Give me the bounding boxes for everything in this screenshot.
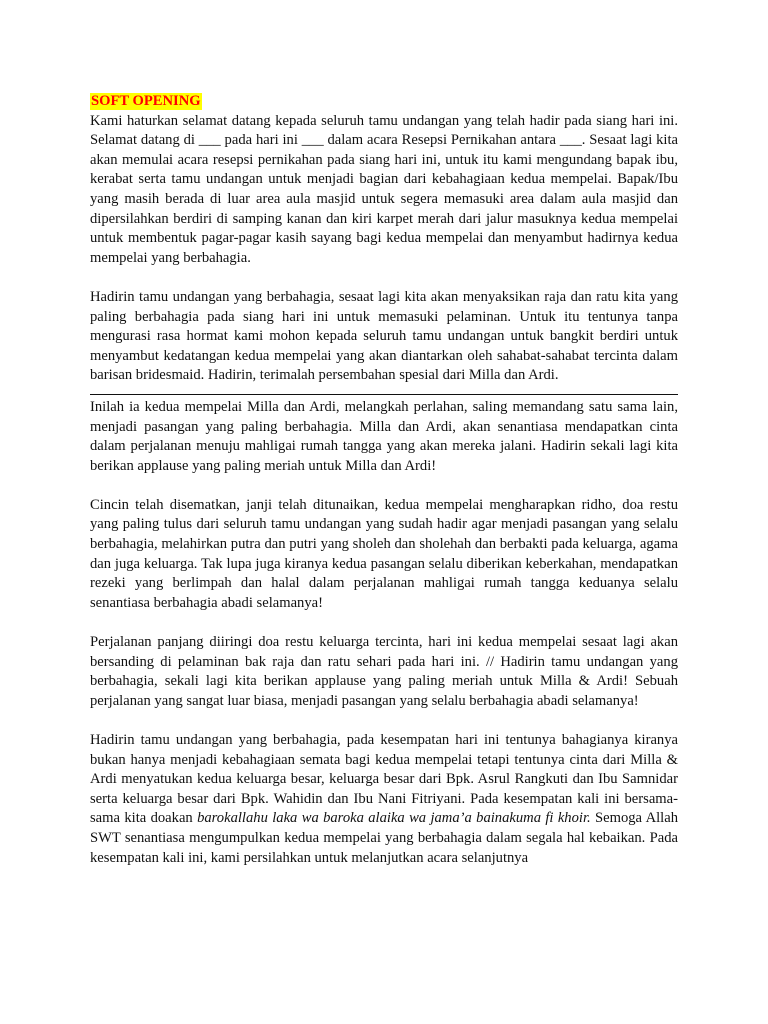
- paragraph-rings: Cincin telah disematkan, janji telah ditunaikan, kedua mempelai mengharapkan ridho, doa restu yang paling tulus dari seluruh tamu undangan yang sudah hadir agar menjadi pasangan yang selalu berbahagia, melahirkan putra dan putri yang sholeh dan sholehah dan berbakti pada keluarga, agama dan juga keluarga. Tak lupa juga kiranya kedua pasangan selalu diberikan keberkahan, mendapatkan rezeki yang berlimpah dan halal dalam perjalanan mahligai rumah tangga keduanya selalu senantiasa berbahagia abadi selamanya!: [90, 496, 678, 611]
- section-heading: SOFT OPENING: [91, 93, 201, 109]
- paragraph-couple-entrance: Inilah ia kedua mempelai Milla dan Ardi, melangkah perlahan, saling memandang satu sama lain, menjadi pasangan yang paling berbahagia. Milla dan Ardi, akan senantiasa mendapatkan cinta dalam perjalanan menuju mahligai rumah tangga yang akan mereka jalani. Hadirin sekali lagi kita berikan applause yang paling meriah untuk Milla dan Ardi!: [90, 398, 678, 474]
- paragraph-gap: [90, 476, 678, 496]
- prayer-text-before: Hadirin tamu undangan yang berbahagia, pada kesempatan hari ini tentunya bahagianya kiranya bukan hanya menjadi kebahagiaan semata bagi kedua mempelai tetapi tentunya cinta dari Milla & Ardi menyatukan kedua keluarga besar, keluarga besar dari Bpk. Asrul Rangkuti dan Ibu Samnidar serta keluarga besar dari Bpk. Wahidin dan Ibu Nani Fitriyani. Pada kesempatan kali ini bersama-sama kita doakan: [90, 732, 678, 827]
- paragraph-entrance-call: Hadirin tamu undangan yang berbahagia, sesaat lagi kita akan menyaksikan raja dan ratu kita yang paling berbahagia pada siang hari ini untuk memasuki pelaminan. Untuk itu tentunya tanpa mengurasi rasa hormat kami mohon kepada seluruh tamu undangan untuk bangkit berdiri untuk menyambut kedatangan kedua mempelai yang akan diantarkan oleh sahabat-sahabat tercinta dalam barisan bridesmaid. Hadirin, terimalah persembahan spesial dari Milla dan Ardi.: [90, 288, 678, 384]
- paragraph-families-prayer: [90, 731, 678, 868]
- paragraph-gap: [90, 711, 678, 731]
- horizontal-divider: [90, 394, 678, 395]
- paragraph-gap: [90, 268, 678, 288]
- prayer-text-after: Semoga Allah SWT senantiasa mengumpulkan kedua mempelai yang berbahagia dalam segala hal kebaikan. Pada kesempatan kali ini, kami persilahkan untuk melanjutkan acara selanjutnya: [90, 810, 678, 866]
- paragraph-welcome: Kami haturkan selamat datang kepada seluruh tamu undangan yang telah hadir pada siang hari ini. Selamat datang di ___ pada hari ini ___ dalam acara Resepsi Pernikahan antara ___. Sesaat lagi kita akan memulai acara resepsi pernikahan pada siang hari ini, untuk itu kami mengundang bapak ibu, kerabat serta tamu undangan untuk menjadi bagian dari kebahagiaan kedua mempelai. Bapak/Ibu yang masih berada di luar area aula masjid untuk segera memasuki area dalam aula masjid dan dipersilahkan berdiri di samping kanan dan kiri karpet merah dari jalur masuknya kedua mempelai untuk membentuk pagar-pagar kasih sayang bagi kedua mempelai dan menyambut hadirnya kedua mempelai yang berbahagia.: [90, 112, 678, 266]
- document-page: [90, 92, 678, 868]
- prayer-italic-text: barokallahu laka wa baroka alaika wa jama’a bainakuma fi khoir.: [197, 810, 591, 827]
- paragraph-gap: [90, 613, 678, 633]
- paragraph-journey: Perjalanan panjang diiringi doa restu keluarga tercinta, hari ini kedua mempelai sesaat lagi akan bersanding di pelaminan bak raja dan ratu sehari pada hari ini. // Hadirin tamu undangan yang berbahagia, sekali lagi kita berikan applause yang paling meriah untuk Milla & Ardi! Sebuah perjalanan yang sangat luar biasa, menjadi pasangan yang selalu berbahagia abadi selamanya!: [90, 634, 678, 709]
